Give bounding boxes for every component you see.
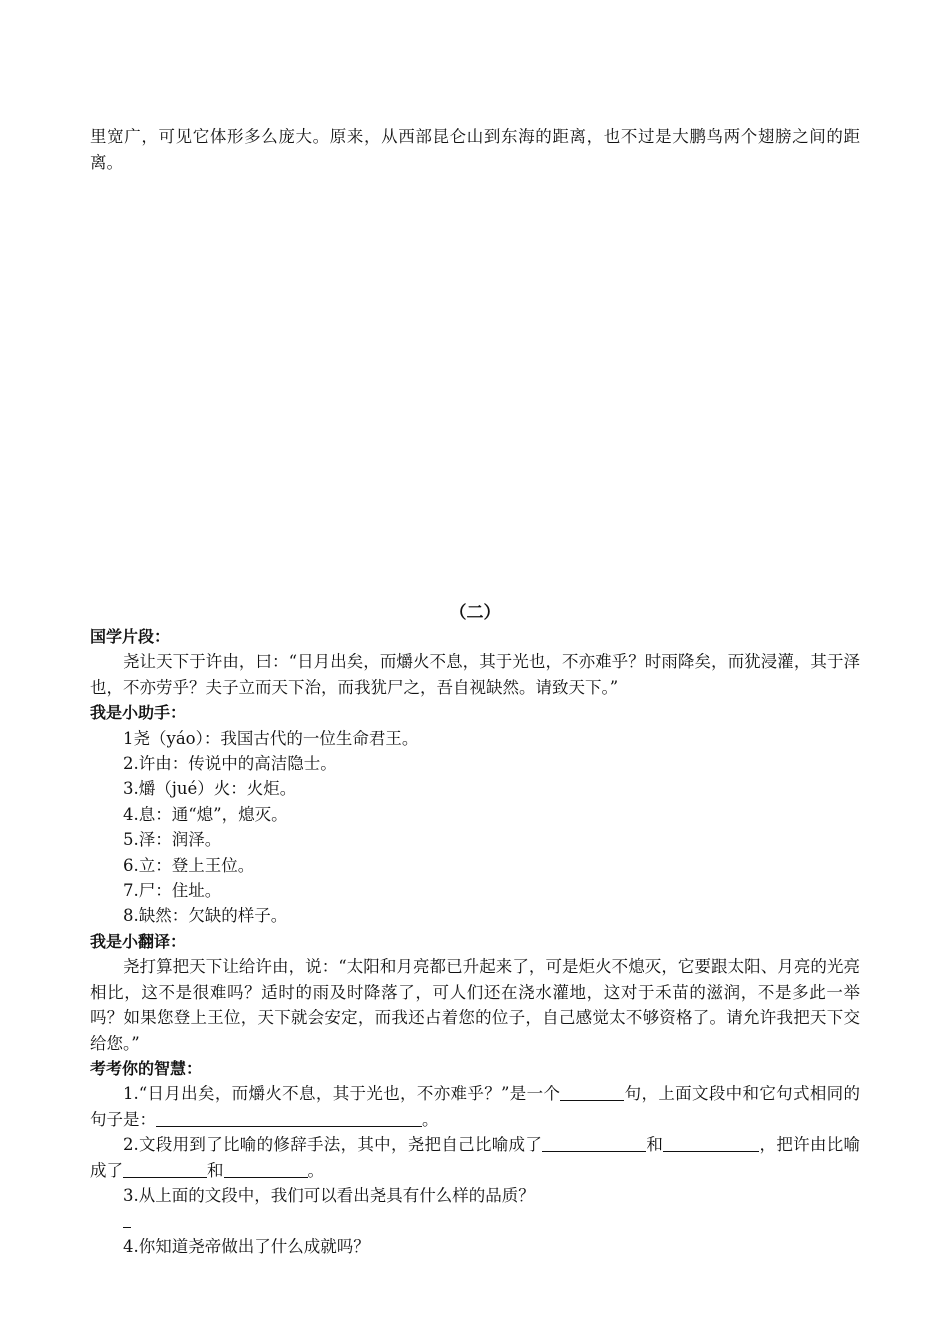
translation-passage: 尧打算把天下让给许由，说：“太阳和月亮都已升起来了，可是炬火不熄灭，它要跟太阳、月亮的光亮相比，这不是很难吗？适时的雨及时降落了，可人们还在浇水灌地，这对于禾苗的滋润，不是多此一举吗？如果您登上王位，天下就会安定，而我还占着您的位子，自己感觉太不够资格了。请允许我把天下交给您。”	[90, 957, 860, 1053]
question-3: 3.从上面的文段中，我们可以看出尧具有什么样的品质？	[123, 1185, 535, 1205]
question-2	[90, 1132, 860, 1183]
question-2-text-a: 2.文段用到了比喻的修辞手法，其中，尧把自己比喻成了	[123, 1135, 543, 1155]
note-item: 3.爝（jué）火：火炬。	[123, 779, 297, 799]
answer-blank[interactable]	[663, 1135, 759, 1153]
translate-heading: 我是小翻译：	[90, 931, 187, 951]
section-content	[90, 624, 860, 1259]
question-2-and-1: 和	[646, 1135, 664, 1155]
answer-blank[interactable]	[123, 1160, 207, 1178]
note-item: 8.缺然：欠缺的样子。	[123, 906, 288, 926]
question-1	[90, 1081, 860, 1132]
note-item: 6.立：登上王位。	[123, 855, 255, 875]
guoxue-passage: 尧让天下于许由，曰：“日月出矣，而爝火不息，其于光也，不亦难乎？时雨降矣，而犹浸灌，其于泽也，不亦劳乎？夫子立而天下治，而我犹尸之，吾自视缺然。请致天下。”	[90, 652, 860, 697]
note-item: 4.息：通“熄”，熄灭。	[123, 804, 288, 824]
answer-blank[interactable]	[156, 1109, 422, 1127]
question-2-text-b: ，把许由比喻成了	[90, 1135, 861, 1180]
answer-blank[interactable]	[224, 1160, 308, 1178]
continued-paragraph: 里宽广，可见它体形多么庞大。原来，从西部昆仑山到东海的距离，也不过是大鹏鸟两个翅膀之间的距离。	[90, 127, 860, 172]
helper-heading: 我是小助手：	[90, 703, 187, 723]
quiz-heading: 考考你的智慧：	[90, 1058, 203, 1078]
note-item: 2.许由：传说中的高洁隐士。	[123, 754, 337, 774]
guoxue-heading: 国学片段：	[90, 627, 171, 646]
note-item: 5.泽：润泽。	[123, 830, 222, 850]
question-4: 4.你知道尧帝做出了什么成就吗？	[123, 1236, 370, 1256]
question-2-and-2: 和	[207, 1160, 224, 1180]
note-item: 1尧（yáo）：我国古代的一位生命君王。	[123, 728, 419, 748]
question-1-text-b: 句，上面文段中和它句式相同的句子是：	[90, 1084, 860, 1129]
question-1-text-a: 1.“日月出矣，而爝火不息，其于光也，不亦难乎？”是一个	[123, 1084, 561, 1104]
section-title: （二）	[449, 603, 501, 623]
question-1-text-c: 。	[422, 1109, 439, 1129]
answer-blank[interactable]	[560, 1084, 624, 1102]
question-2-text-c: 。	[307, 1160, 324, 1180]
answer-blank[interactable]	[123, 1211, 131, 1229]
note-item: 7.尸：住址。	[123, 881, 222, 901]
answer-blank[interactable]	[542, 1135, 646, 1153]
question-3-answer-line	[90, 1208, 860, 1233]
